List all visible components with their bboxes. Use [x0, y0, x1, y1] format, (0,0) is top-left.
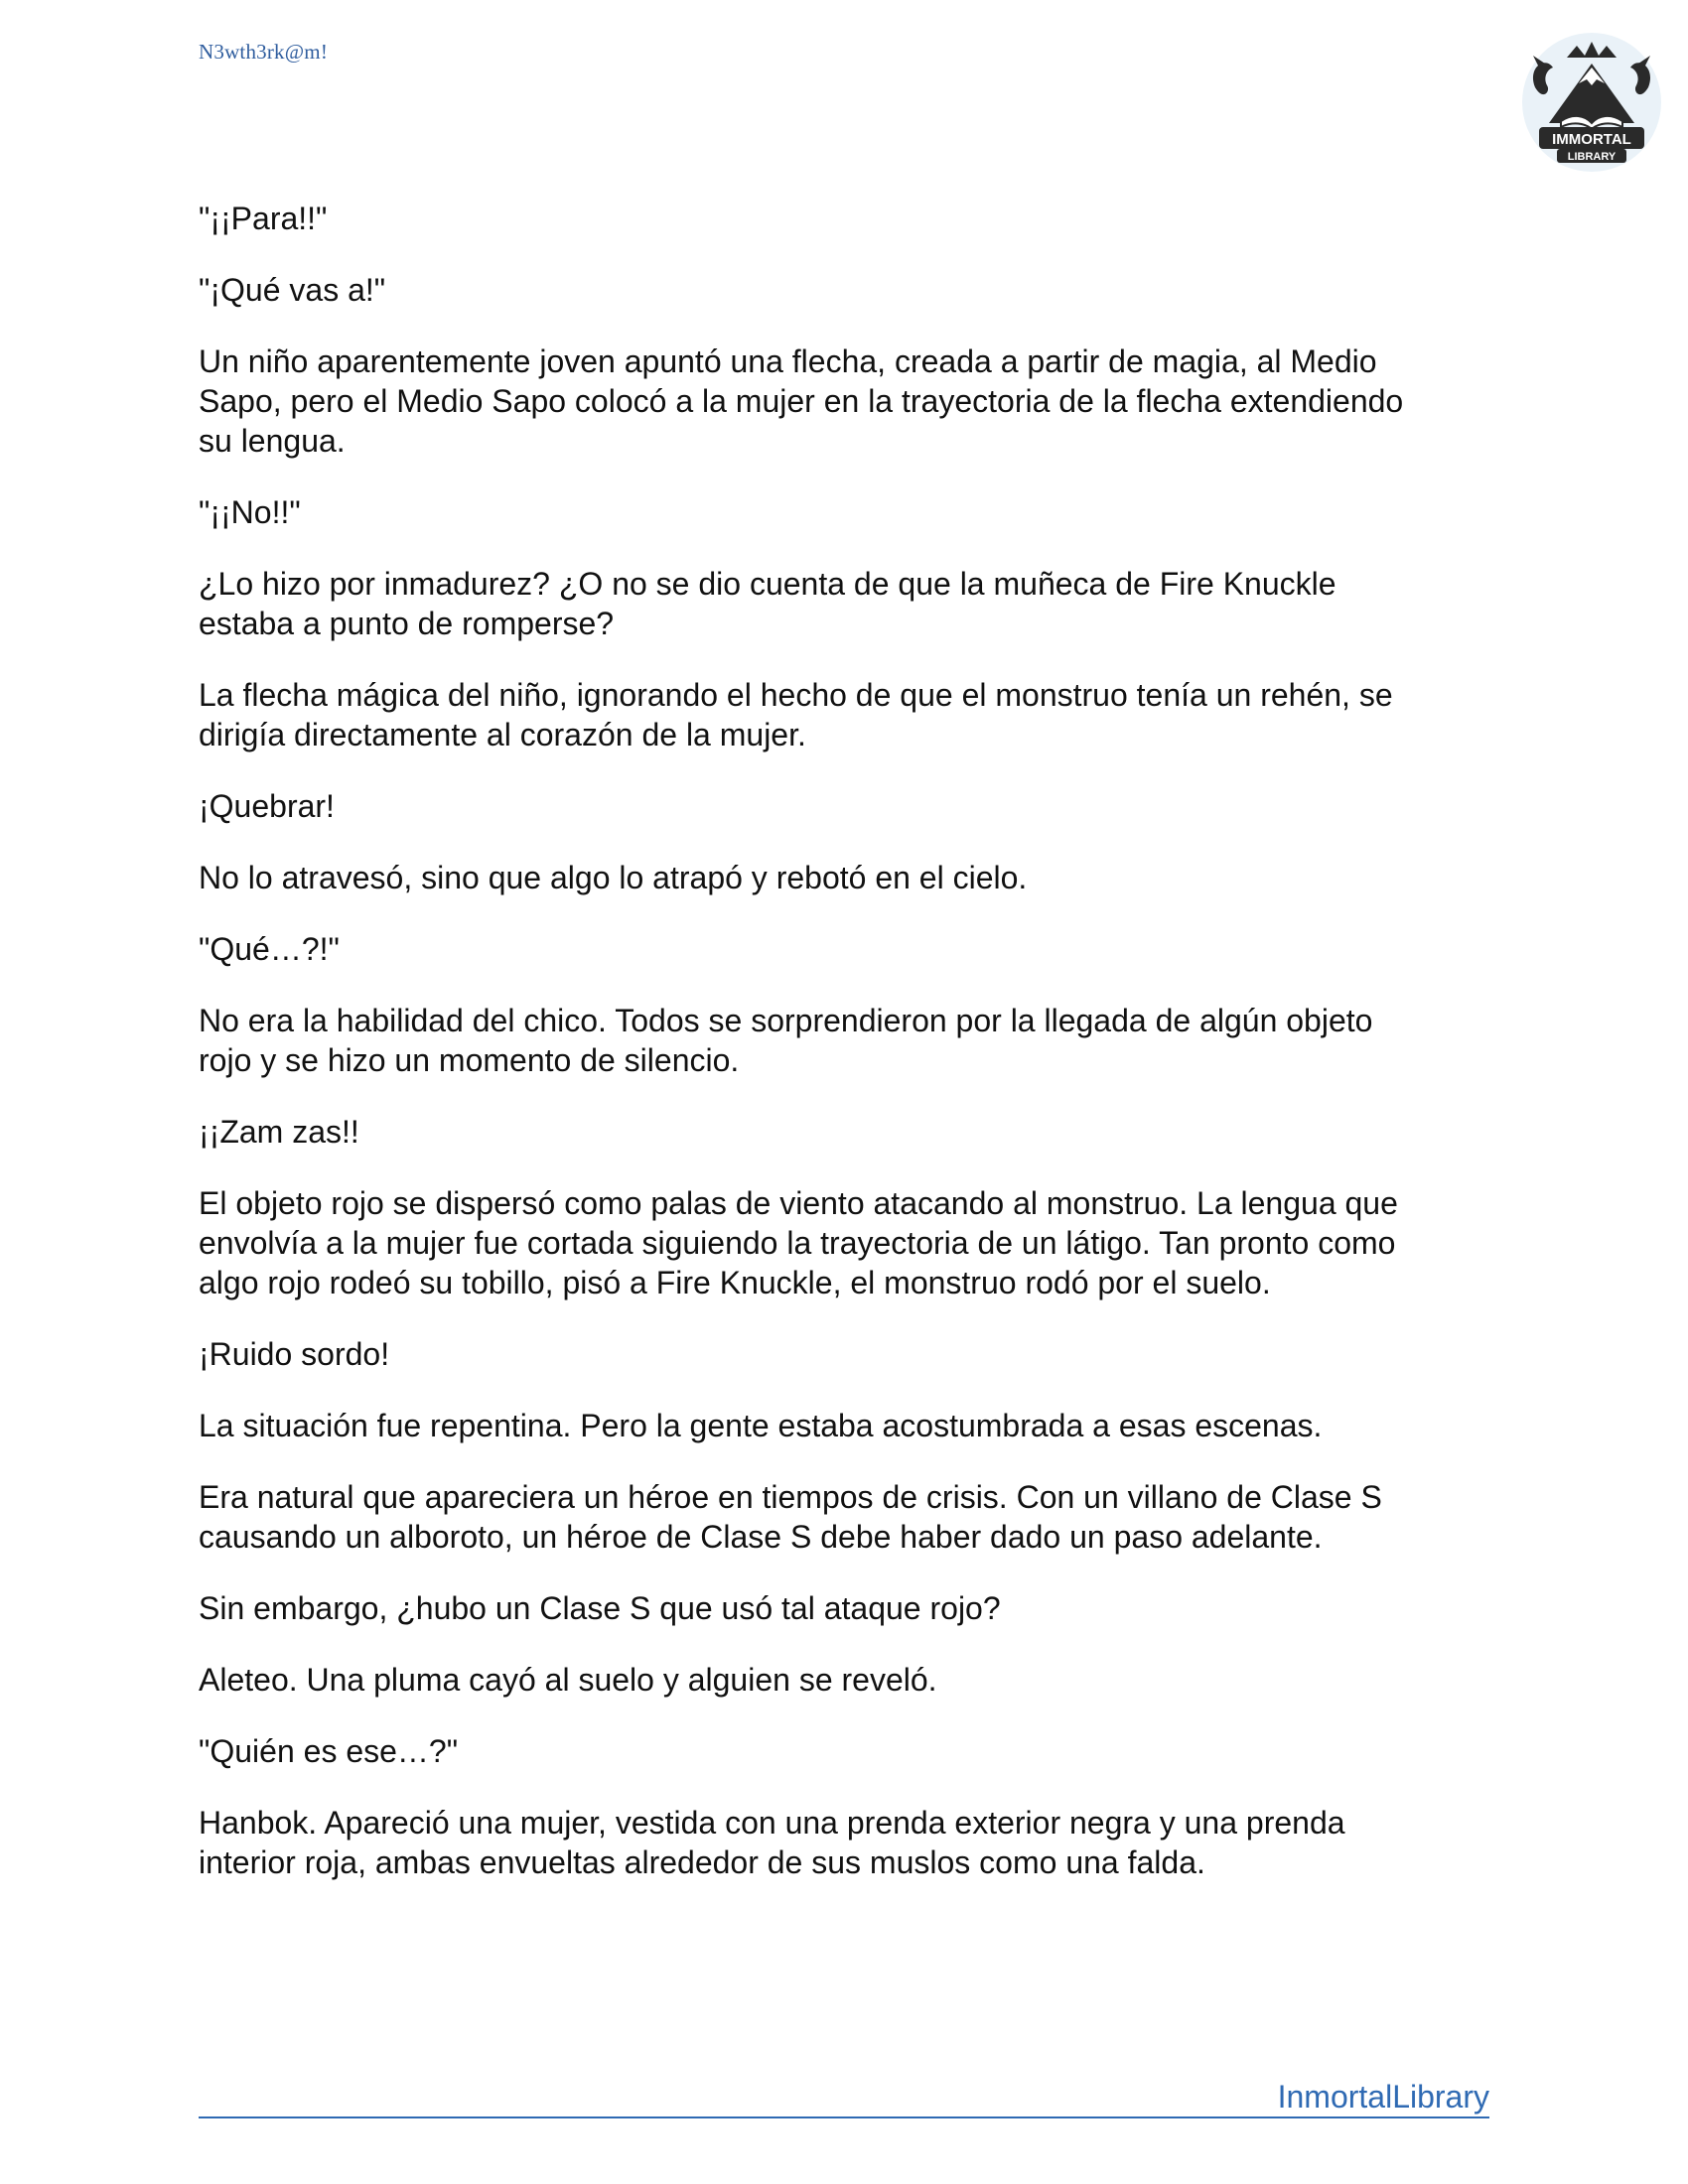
- paragraph: "Quién es ese…?": [199, 1733, 459, 1769]
- immortal-library-logo-icon: [1517, 28, 1666, 177]
- paragraph: Sin embargo, ¿hubo un Clase S que usó tal ataque rojo?: [199, 1590, 1001, 1626]
- paragraph: No era la habilidad del chico. Todos se sorprendieron por la llegada de algún objeto rojo y se hizo un momento de silencio.: [199, 1003, 1373, 1078]
- footer-library-link[interactable]: InmortalLibrary: [1277, 2079, 1489, 2115]
- footer-divider: [199, 2116, 1489, 2118]
- svg-text:IMMORTAL: IMMORTAL: [1552, 131, 1631, 148]
- paragraph: El objeto rojo se dispersó como palas de viento atacando al monstruo. La lengua que envolvía a la mujer fue cortada siguiendo la trayectoria de un látigo. Tan pronto como algo rojo rodeó su tobillo, pisó a Fire Knuckle, el monstruo rodó por el suelo.: [199, 1185, 1398, 1300]
- paragraph: Un niño aparentemente joven apuntó una flecha, creada a partir de magia, al Medio Sapo, pero el Medio Sapo colocó a la mujer en la trayectoria de la flecha extendiendo su lengua.: [199, 343, 1404, 459]
- paragraph: Hanbok. Apareció una mujer, vestida con una prenda exterior negra y una prenda interior roja, ambas envueltas alrededor de sus muslos como una falda.: [199, 1805, 1345, 1880]
- paragraph: Era natural que apareciera un héroe en tiempos de crisis. Con un villano de Clase S causando un alboroto, un héroe de Clase S debe haber dado un paso adelante.: [199, 1479, 1382, 1555]
- paragraph: "¡¡No!!": [199, 494, 301, 530]
- paragraph: "¡Qué vas a!": [199, 272, 386, 308]
- paragraph: "Qué…?!": [199, 931, 340, 967]
- paragraph: ¡Ruido sordo!: [199, 1336, 390, 1372]
- paragraph: ¿Lo hizo por inmadurez? ¿O no se dio cuenta de que la muñeca de Fire Knuckle estaba a punto de romperse?: [199, 566, 1336, 641]
- paragraph: Aleteo. Una pluma cayó al suelo y alguien se reveló.: [199, 1662, 937, 1698]
- paragraph: No lo atravesó, sino que algo lo atrapó y rebotó en el cielo.: [199, 860, 1028, 895]
- paragraph: "¡¡Para!!": [199, 201, 328, 236]
- document-body: [199, 199, 1489, 1914]
- header-watermark-text: N3wth3rk@m!: [199, 40, 329, 64]
- paragraph: ¡Quebrar!: [199, 788, 335, 824]
- paragraph: ¡¡Zam zas!!: [199, 1114, 359, 1150]
- paragraph: La situación fue repentina. Pero la gente estaba acostumbrada a esas escenas.: [199, 1408, 1323, 1443]
- svg-text:LIBRARY: LIBRARY: [1567, 151, 1617, 163]
- paragraph: La flecha mágica del niño, ignorando el hecho de que el monstruo tenía un rehén, se dirigía directamente al corazón de la mujer.: [199, 677, 1393, 752]
